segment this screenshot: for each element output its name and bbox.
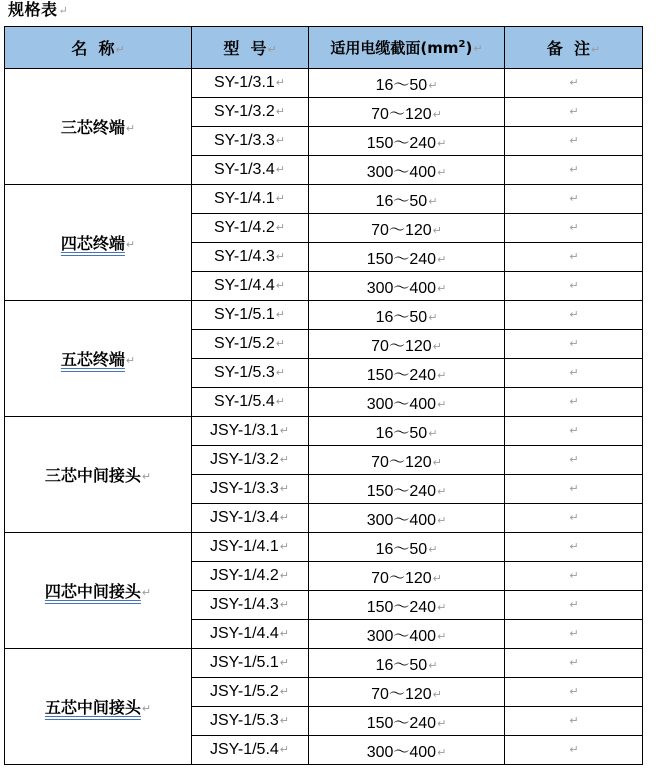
remark-cell xyxy=(505,359,643,388)
paragraph-mark: ↵ xyxy=(569,106,579,118)
paragraph-mark: ↵ xyxy=(279,541,290,553)
model-value: JSY-1/4.3 xyxy=(210,596,279,613)
section-value: 70～120 xyxy=(371,105,432,123)
section-cell xyxy=(309,69,505,98)
model-cell xyxy=(192,272,309,301)
paragraph-mark: ↵ xyxy=(275,309,286,321)
paragraph-mark: ↵ xyxy=(437,601,447,614)
paragraph-mark: ↵ xyxy=(428,79,438,92)
paragraph-mark: ↵ xyxy=(432,224,442,237)
paragraph-mark: ↵ xyxy=(569,367,579,379)
remark-cell xyxy=(505,388,643,417)
paragraph-mark: ↵ xyxy=(437,398,447,411)
section-value: 300～400 xyxy=(366,743,437,761)
paragraph-mark: ↵ xyxy=(279,599,290,611)
section-value: 150～240 xyxy=(366,598,437,616)
model-cell xyxy=(192,533,309,562)
remark-cell xyxy=(505,417,643,446)
paragraph-mark: ↵ xyxy=(569,309,579,321)
section-value: 300～400 xyxy=(366,395,437,413)
model-value: SY-1/5.1 xyxy=(214,306,275,323)
model-cell xyxy=(192,707,309,736)
model-cell xyxy=(192,243,309,272)
remark-cell xyxy=(505,330,643,359)
section-value: 150～240 xyxy=(366,366,437,384)
remark-cell xyxy=(505,620,643,649)
section-cell xyxy=(309,736,505,765)
paragraph-mark: ↵ xyxy=(569,686,579,698)
paragraph-mark: ↵ xyxy=(279,628,290,640)
paragraph-mark: ↵ xyxy=(432,456,442,469)
section-value: 150～240 xyxy=(366,714,437,732)
paragraph-mark: ↵ xyxy=(275,396,286,408)
table-row xyxy=(5,69,643,98)
paragraph-mark: ↵ xyxy=(437,746,447,759)
paragraph-mark: ↵ xyxy=(58,4,69,17)
section-value: 70～120 xyxy=(371,221,432,239)
model-value: SY-1/3.4 xyxy=(214,161,275,178)
model-value: JSY-1/3.1 xyxy=(210,422,279,439)
section-cell xyxy=(309,504,505,533)
remark-cell xyxy=(505,562,643,591)
paragraph-mark: ↵ xyxy=(437,137,447,150)
section-cell xyxy=(309,98,505,127)
remark-cell xyxy=(505,591,643,620)
model-value: JSY-1/4.4 xyxy=(210,625,279,642)
paragraph-mark: ↵ xyxy=(569,425,579,437)
table-row xyxy=(5,185,643,214)
paragraph-mark: ↵ xyxy=(279,657,290,669)
section-cell xyxy=(309,591,505,620)
paragraph-mark: ↵ xyxy=(141,702,152,715)
model-cell xyxy=(192,504,309,533)
paragraph-mark: ↵ xyxy=(279,512,290,524)
paragraph-mark: ↵ xyxy=(141,470,152,483)
paragraph-mark: ↵ xyxy=(279,570,290,582)
paragraph-mark: ↵ xyxy=(569,570,579,582)
section-value: 70～120 xyxy=(371,453,432,471)
section-cell xyxy=(309,156,505,185)
paragraph-mark: ↵ xyxy=(569,251,579,263)
header-section: 适用电缆截面$(mm^2)↵$ xyxy=(309,27,505,69)
section-cell xyxy=(309,417,505,446)
paragraph-mark: ↵ xyxy=(275,77,286,89)
model-cell xyxy=(192,591,309,620)
paragraph-mark: ↵ xyxy=(275,106,286,118)
paragraph-mark: ↵ xyxy=(569,454,579,466)
paragraph-mark: ↵ xyxy=(428,427,438,440)
group-name-cell xyxy=(5,649,192,765)
remark-cell xyxy=(505,243,643,272)
remark-cell xyxy=(505,272,643,301)
group-name-cell xyxy=(5,533,192,649)
remark-cell xyxy=(505,649,643,678)
paragraph-mark: ↵ xyxy=(432,108,442,121)
paragraph-mark: ↵ xyxy=(141,586,152,599)
model-value: SY-1/4.1 xyxy=(214,190,275,207)
remark-cell xyxy=(505,214,643,243)
section-value: 300～400 xyxy=(366,627,437,645)
document-title: 规格表↵ xyxy=(8,0,69,19)
paragraph-mark: ↵ xyxy=(279,744,290,756)
section-cell xyxy=(309,127,505,156)
table-row xyxy=(5,533,643,562)
paragraph-mark: ↵ xyxy=(275,251,286,263)
remark-cell xyxy=(505,301,643,330)
spec-table xyxy=(4,26,643,765)
section-cell xyxy=(309,301,505,330)
section-cell xyxy=(309,214,505,243)
section-value: 16～50 xyxy=(375,308,428,326)
remark-cell xyxy=(505,707,643,736)
section-value: 16～50 xyxy=(375,424,428,442)
paragraph-mark: ↵ xyxy=(275,338,286,350)
section-value: 16～50 xyxy=(375,656,428,674)
section-cell xyxy=(309,388,505,417)
paragraph-mark: ↵ xyxy=(569,541,579,553)
paragraph-mark: ↵ xyxy=(569,280,579,292)
paragraph-mark: ↵ xyxy=(569,77,579,89)
section-value: 70～120 xyxy=(371,337,432,355)
paragraph-mark: ↵ xyxy=(432,340,442,353)
paragraph-mark: ↵ xyxy=(569,512,579,524)
model-cell xyxy=(192,678,309,707)
paragraph-mark: ↵ xyxy=(125,238,136,251)
remark-cell xyxy=(505,475,643,504)
model-value: JSY-1/4.2 xyxy=(210,567,279,584)
header-remark: 备 注↵ xyxy=(505,27,643,69)
remark-cell xyxy=(505,185,643,214)
header-name: 名 称↵ xyxy=(5,27,192,69)
paragraph-mark: ↵ xyxy=(569,396,579,408)
remark-cell xyxy=(505,736,643,765)
paragraph-mark: ↵ xyxy=(569,744,579,756)
section-value: 16～50 xyxy=(375,76,428,94)
model-value: SY-1/3.1 xyxy=(214,74,275,91)
group-name-cell xyxy=(5,69,192,185)
group-name-cell xyxy=(5,185,192,301)
section-value: 16～50 xyxy=(375,192,428,210)
paragraph-mark: ↵ xyxy=(437,253,447,266)
paragraph-mark: ↵ xyxy=(569,135,579,147)
paragraph-mark: ↵ xyxy=(275,164,286,176)
model-cell xyxy=(192,562,309,591)
model-value: SY-1/3.3 xyxy=(214,132,275,149)
group-name: 三芯中间接头 xyxy=(44,466,141,485)
paragraph-mark: ↵ xyxy=(279,715,290,727)
paragraph-mark: ↵ xyxy=(125,354,136,367)
section-value: 70～120 xyxy=(371,685,432,703)
paragraph-mark: ↵ xyxy=(437,717,447,730)
group-name: 五芯终端 xyxy=(60,350,125,369)
paragraph-mark: ↵ xyxy=(437,485,447,498)
model-cell xyxy=(192,620,309,649)
model-value: JSY-1/5.2 xyxy=(210,683,279,700)
paragraph-mark: ↵ xyxy=(275,280,286,292)
remark-cell xyxy=(505,446,643,475)
section-value: 300～400 xyxy=(366,279,437,297)
group-name: 四芯终端 xyxy=(60,234,125,253)
model-value: JSY-1/5.3 xyxy=(210,712,279,729)
remark-cell xyxy=(505,504,643,533)
remark-cell xyxy=(505,98,643,127)
table-row xyxy=(5,301,643,330)
paragraph-mark: ↵ xyxy=(428,195,438,208)
section-cell xyxy=(309,707,505,736)
paragraph-mark: ↵ xyxy=(569,483,579,495)
table-row xyxy=(5,649,643,678)
model-cell xyxy=(192,214,309,243)
section-cell xyxy=(309,272,505,301)
table-row xyxy=(5,417,643,446)
paragraph-mark: ↵ xyxy=(279,686,290,698)
section-cell xyxy=(309,185,505,214)
section-cell xyxy=(309,359,505,388)
model-cell xyxy=(192,446,309,475)
paragraph-mark: ↵ xyxy=(275,367,286,379)
paragraph-mark: ↵ xyxy=(569,628,579,640)
paragraph-mark: ↵ xyxy=(437,514,447,527)
group-name: 四芯中间接头 xyxy=(44,582,141,601)
model-cell xyxy=(192,156,309,185)
model-cell xyxy=(192,359,309,388)
model-value: JSY-1/4.1 xyxy=(210,538,279,555)
section-cell xyxy=(309,649,505,678)
model-cell xyxy=(192,475,309,504)
header-row xyxy=(5,27,643,69)
paragraph-mark: ↵ xyxy=(569,164,579,176)
model-value: SY-1/4.4 xyxy=(214,277,275,294)
paragraph-mark: ↵ xyxy=(437,166,447,179)
remark-cell xyxy=(505,156,643,185)
section-cell xyxy=(309,446,505,475)
paragraph-mark: ↵ xyxy=(428,659,438,672)
model-value: JSY-1/5.4 xyxy=(210,741,279,758)
paragraph-mark: ↵ xyxy=(437,369,447,382)
paragraph-mark: ↵ xyxy=(275,193,286,205)
model-value: JSY-1/3.2 xyxy=(210,451,279,468)
paragraph-mark: ↵ xyxy=(125,122,136,135)
remark-cell xyxy=(505,678,643,707)
model-cell xyxy=(192,736,309,765)
group-name-cell xyxy=(5,301,192,417)
section-cell xyxy=(309,533,505,562)
remark-cell xyxy=(505,533,643,562)
paragraph-mark: ↵ xyxy=(275,222,286,234)
paragraph-mark: ↵ xyxy=(428,543,438,556)
section-value: 150～240 xyxy=(366,482,437,500)
model-value: SY-1/4.3 xyxy=(214,248,275,265)
paragraph-mark: ↵ xyxy=(569,338,579,350)
paragraph-mark: ↵ xyxy=(279,425,290,437)
model-cell xyxy=(192,185,309,214)
model-value: SY-1/3.2 xyxy=(214,103,275,120)
model-cell xyxy=(192,649,309,678)
section-value: 300～400 xyxy=(366,163,437,181)
paragraph-mark: ↵ xyxy=(428,311,438,324)
paragraph-mark: ↵ xyxy=(432,572,442,585)
paragraph-mark: ↵ xyxy=(275,135,286,147)
model-cell xyxy=(192,98,309,127)
section-value: 300～400 xyxy=(366,511,437,529)
section-value: 150～240 xyxy=(366,250,437,268)
section-value: 70～120 xyxy=(371,569,432,587)
paragraph-mark: ↵ xyxy=(569,599,579,611)
model-value: SY-1/5.2 xyxy=(214,335,275,352)
paragraph-mark: ↵ xyxy=(279,483,290,495)
section-cell xyxy=(309,678,505,707)
model-value: JSY-1/3.4 xyxy=(210,509,279,526)
group-name: 五芯中间接头 xyxy=(44,698,141,717)
model-cell xyxy=(192,388,309,417)
paragraph-mark: ↵ xyxy=(279,454,290,466)
paragraph-mark: ↵ xyxy=(569,222,579,234)
section-value: 150～240 xyxy=(366,134,437,152)
model-value: SY-1/5.3 xyxy=(214,364,275,381)
model-cell xyxy=(192,330,309,359)
group-name-cell xyxy=(5,417,192,533)
paragraph-mark: ↵ xyxy=(437,630,447,643)
remark-cell xyxy=(505,127,643,156)
model-cell xyxy=(192,127,309,156)
paragraph-mark: ↵ xyxy=(432,688,442,701)
section-value: 16～50 xyxy=(375,540,428,558)
model-cell xyxy=(192,69,309,98)
header-model: 型 号↵ xyxy=(192,27,309,69)
table-body xyxy=(5,69,643,765)
model-value: SY-1/5.4 xyxy=(214,393,275,410)
remark-cell xyxy=(505,69,643,98)
section-cell xyxy=(309,620,505,649)
paragraph-mark: ↵ xyxy=(569,193,579,205)
paragraph-mark: ↵ xyxy=(437,282,447,295)
model-value: SY-1/4.2 xyxy=(214,219,275,236)
section-cell xyxy=(309,562,505,591)
model-value: JSY-1/3.3 xyxy=(210,480,279,497)
section-cell xyxy=(309,243,505,272)
group-name: 三芯终端 xyxy=(60,118,125,137)
model-value: JSY-1/5.1 xyxy=(210,654,279,671)
section-cell xyxy=(309,330,505,359)
model-cell xyxy=(192,301,309,330)
section-cell xyxy=(309,475,505,504)
paragraph-mark: ↵ xyxy=(569,657,579,669)
model-cell xyxy=(192,417,309,446)
paragraph-mark: ↵ xyxy=(569,715,579,727)
